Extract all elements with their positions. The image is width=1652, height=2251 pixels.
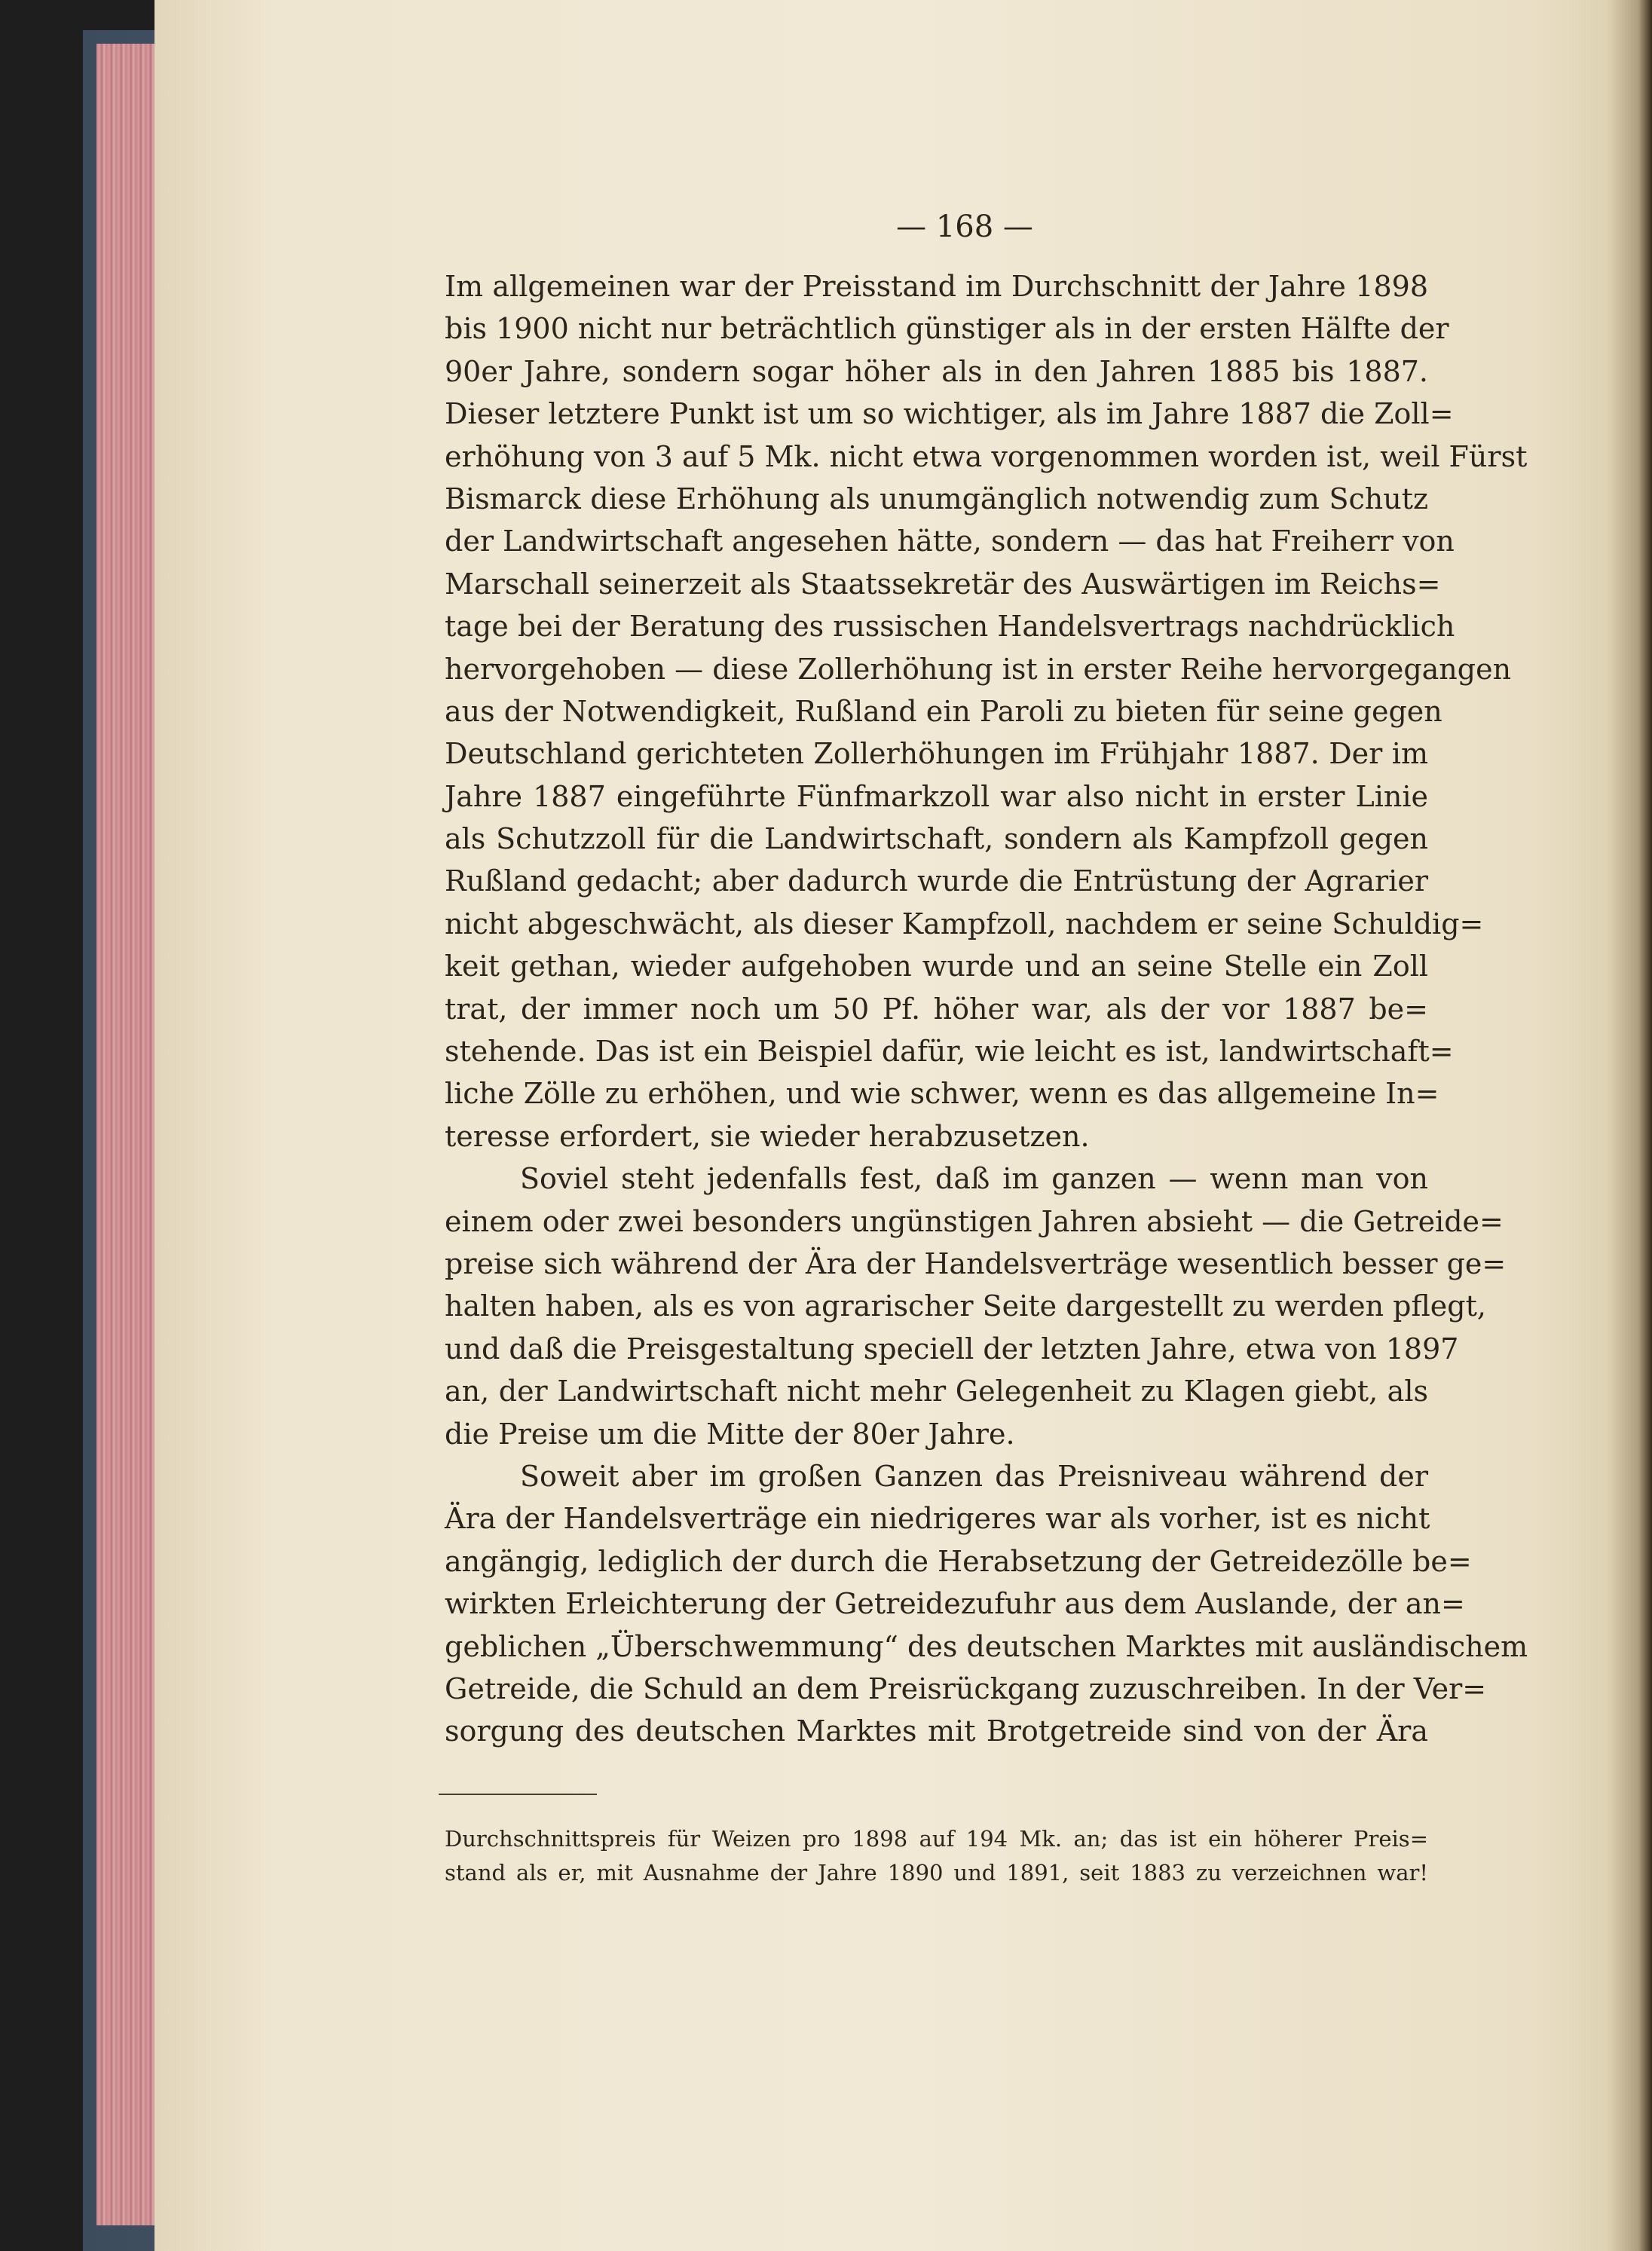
footnote-rule [439,1794,597,1795]
footnote-line: Durchschnittspreis für Weizen pro 1898 auf 194 Mk. an; das ist ein höherer Preis= [445,1826,1428,1852]
page-number: — 168 — [896,210,1033,244]
text-line: 90er Jahre, sondern sogar höher als in den Jahren 1885 bis 1887. [445,354,1428,388]
footnote-line: stand als er, mit Ausnahme der Jahre 1890 und 1891, seit 1883 zu verzeichnen war! [445,1860,1428,1886]
text-line: Jahre 1887 eingeführte Fünfmarkzoll war also nicht in erster Linie [445,779,1428,813]
text-line: Getreide, die Schuld an dem Preisrückgang zuzuschreiben. In der Ver= [445,1671,1487,1705]
text-line: geblichen „Überschwemmung“ des deutschen Marktes mit ausländischem [445,1629,1528,1663]
text-line: an, der Landwirtschaft nicht mehr Gelegenheit zu Klagen giebt, als [445,1375,1428,1408]
body-text [445,265,1528,1753]
text-line: sorgung des deutschen Marktes mit Brotgetreide sind von der Ära [445,1714,1428,1748]
text-line: stehende. Das ist ein Beispiel dafür, wie leicht es ist, landwirtschaft= [445,1035,1454,1069]
text-line: Soweit aber im großen Ganzen das Preisniveau während der [520,1459,1428,1493]
text-line: Deutschland gerichteten Zollerhöhungen im Frühjahr 1887. Der im [445,737,1428,771]
footnote [445,1822,1428,1890]
text-line: die Preise um die Mitte der 80er Jahre. [445,1417,1015,1451]
text-line: einem oder zwei besonders ungünstigen Jahren absieht — die Getreide= [445,1204,1504,1238]
text-line: nicht abgeschwächt, als dieser Kampfzoll, nachdem er seine Schuldig= [445,907,1484,940]
text-line: Bismarck diese Erhöhung als unumgänglich notwendig zum Schutz [445,482,1428,515]
text-line: Rußland gedacht; aber dadurch wurde die Entrüstung der Agrarier [445,864,1428,898]
text-line: liche Zölle zu erhöhen, und wie schwer, wenn es das allgemeine In= [445,1077,1439,1111]
text-line: Dieser letztere Punkt ist um so wichtiger, als im Jahre 1887 die Zoll= [445,397,1454,431]
text-line: keit gethan, wieder aufgehoben wurde und an seine Stelle ein Zoll [445,950,1428,983]
text-line: hervorgehoben — diese Zollerhöhung ist in erster Reihe hervorgegangen [445,652,1512,686]
text-line: preise sich während der Ära der Handelsverträge wesentlich besser ge= [445,1246,1507,1280]
text-line: der Landwirtschaft angesehen hätte, sondern — das hat Freiherr von [445,525,1455,558]
text-line: tage bei der Beratung des russischen Handelsvertrags nachdrücklich [445,610,1455,644]
text-line: als Schutzzoll für die Landwirtschaft, sondern als Kampfzoll gegen [445,822,1428,856]
text-line: Im allgemeinen war der Preisstand im Durchschnitt der Jahre 1898 [445,270,1428,303]
text-line: Soviel steht jedenfalls fest, daß im ganzen — wenn man von [520,1162,1428,1196]
text-line: halten haben, als es von agrarischer Seite dargestellt zu werden pflegt, [445,1289,1486,1323]
text-line: Ära der Handelsverträge ein niedrigeres war als vorher, ist es nicht [445,1502,1430,1536]
text-line: angängig, lediglich der durch die Herabsetzung der Getreidezölle be= [445,1544,1472,1578]
page-gutter-shadow [1607,0,1652,2251]
text-line: teresse erfordert, sie wieder herabzusetzen. [445,1119,1090,1153]
text-line: erhöhung von 3 auf 5 Mk. nicht etwa vorgenommen worden ist, weil Fürst [445,439,1528,473]
text-line: bis 1900 nicht nur beträchtlich günstiger als in der ersten Hälfte der [445,312,1449,346]
text-line: trat, der immer noch um 50 Pf. höher war, als der vor 1887 be= [445,992,1428,1026]
text-line: aus der Notwendigkeit, Rußland ein Paroli zu bieten für seine gegen [445,694,1442,728]
text-line: wirkten Erleichterung der Getreidezufuhr aus dem Auslande, der an= [445,1587,1465,1621]
text-line: und daß die Preisgestaltung speciell der letzten Jahre, etwa von 1897 [445,1332,1459,1366]
text-line: Marschall seinerzeit als Staatssekretär des Auswärtigen im Reichs= [445,567,1441,601]
